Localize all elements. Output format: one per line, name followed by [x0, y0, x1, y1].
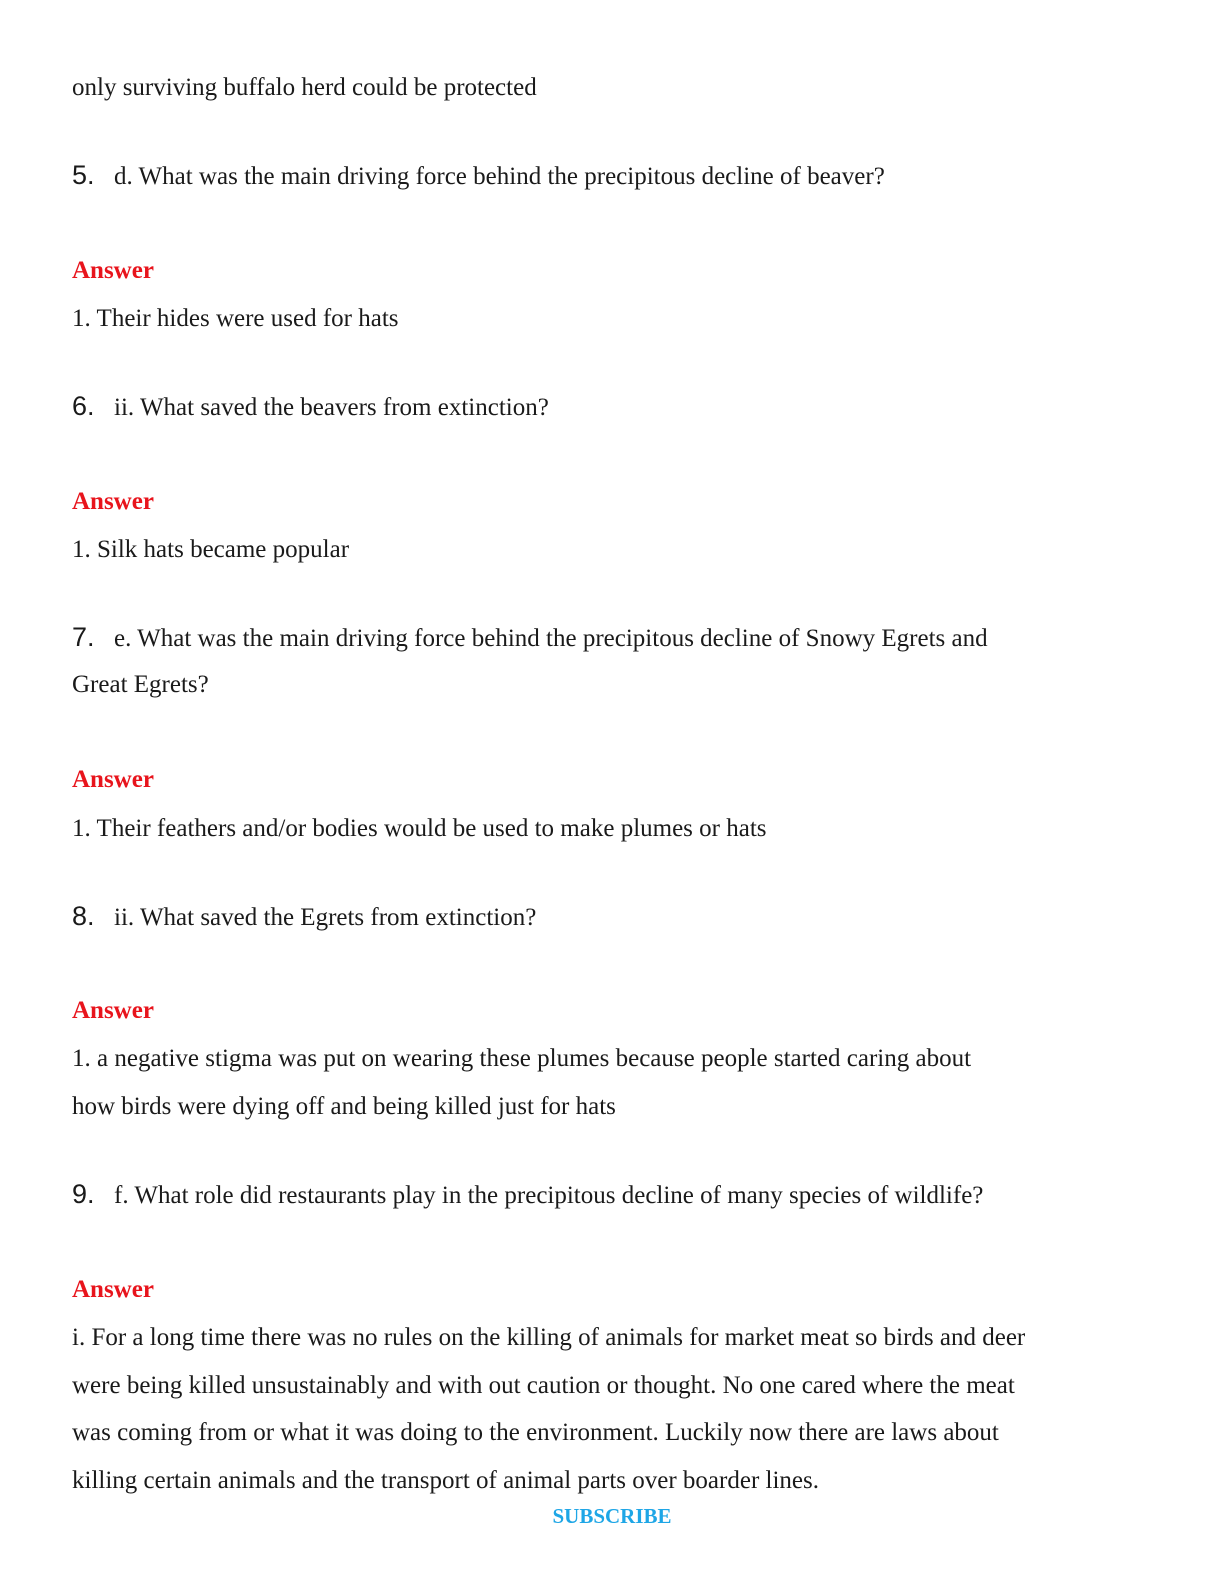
- answer-label: Answer: [72, 766, 154, 793]
- question-number: 7.: [72, 622, 95, 652]
- answer-text: were being killed unsustainably and with out caution or thought. No one cared where the meat: [72, 1372, 1015, 1399]
- subscribe-link[interactable]: SUBSCRIBE: [552, 1504, 672, 1528]
- question-9: [72, 1179, 983, 1211]
- question-text: e. What was the main driving force behind the precipitous decline of Snowy Egrets and: [114, 625, 988, 652]
- question-8: [72, 901, 536, 933]
- question-6: [72, 391, 549, 423]
- question-number: 5.: [72, 160, 95, 190]
- answer-text: 1. Silk hats became popular: [72, 536, 350, 563]
- answer-label: Answer: [72, 488, 154, 515]
- answer-label: Answer: [72, 257, 154, 284]
- answer-text: 1. a negative stigma was put on wearing these plumes because people started caring about: [72, 1045, 972, 1072]
- answer-text: 1. Their hides were used for hats: [72, 305, 399, 332]
- question-7: [72, 622, 988, 654]
- continuation-text: only surviving buffalo herd could be protected: [72, 74, 537, 101]
- question-number: 9.: [72, 1179, 95, 1209]
- answer-text: 1. Their feathers and/or bodies would be used to make plumes or hats: [72, 815, 767, 842]
- answer-text: was coming from or what it was doing to the environment. Luckily now there are laws about: [72, 1419, 999, 1446]
- question-number: 8.: [72, 901, 95, 931]
- question-text: d. What was the main driving force behind the precipitous decline of beaver?: [114, 163, 885, 190]
- question-text: f. What role did restaurants play in the precipitous decline of many species of wildlife?: [114, 1182, 984, 1209]
- question-text: ii. What saved the beavers from extinction?: [114, 394, 549, 421]
- question-text-continued: Great Egrets?: [72, 671, 209, 698]
- question-text: ii. What saved the Egrets from extinction?: [114, 904, 537, 931]
- answer-label: Answer: [72, 997, 154, 1024]
- question-5: [72, 160, 885, 192]
- answer-text: how birds were dying off and being killed just for hats: [72, 1093, 616, 1120]
- answer-text: i. For a long time there was no rules on the killing of animals for market meat so birds and deer: [72, 1324, 1026, 1351]
- question-number: 6.: [72, 391, 95, 421]
- answer-text: killing certain animals and the transport of animal parts over boarder lines.: [72, 1467, 819, 1494]
- answer-label: Answer: [72, 1276, 154, 1303]
